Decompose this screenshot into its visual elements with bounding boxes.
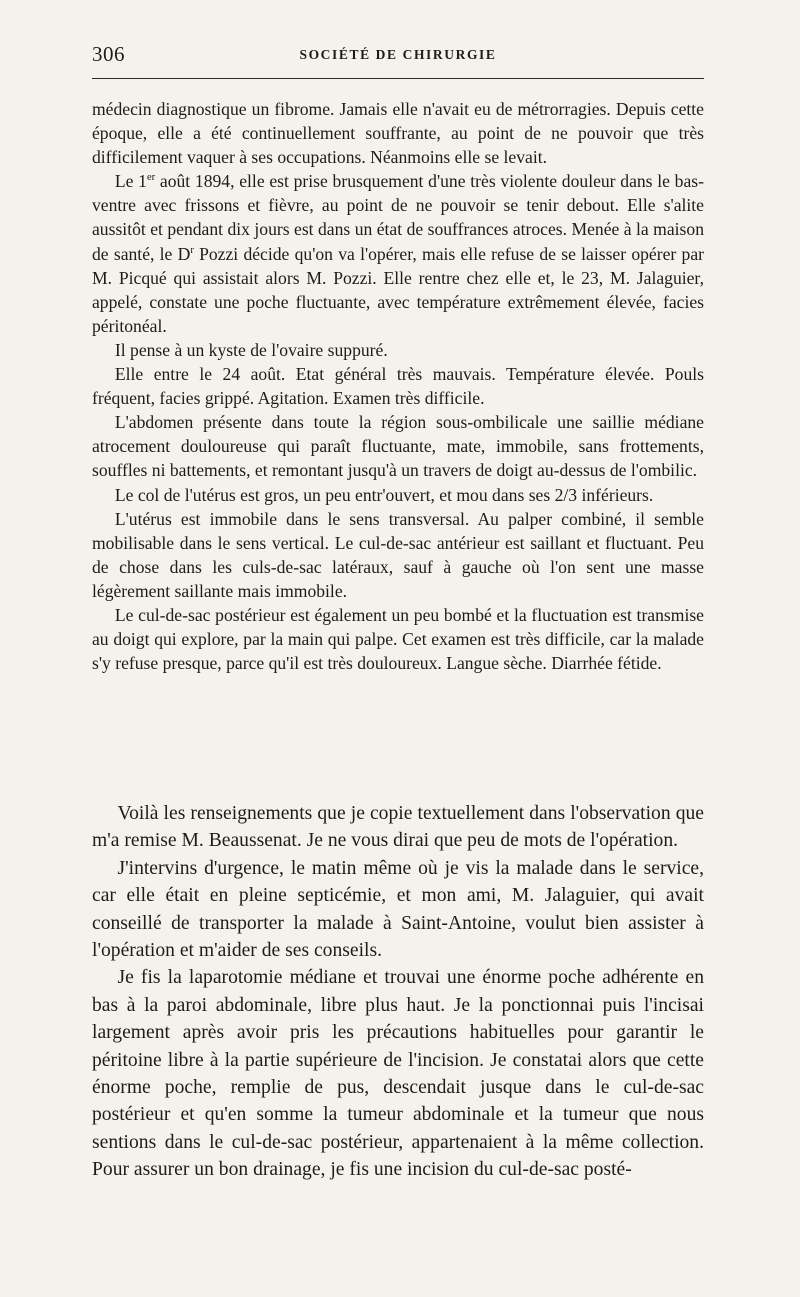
date-text: Le 1	[114, 171, 147, 192]
superscript-r: r	[190, 244, 194, 256]
header-rule	[92, 78, 704, 79]
main-paragraph-1: Voilà les renseignements que je copie textuellement dans l'observation que m'a remise M. Beaussenat. Je ne vous dirai que peu de mots de l'opération.	[92, 803, 704, 852]
observation-paragraph-2	[92, 169, 704, 338]
superscript-er: er	[146, 172, 156, 184]
observation-paragraph-3: Il pense à un kyste de l'ovaire suppuré.	[114, 339, 388, 360]
main-text-block	[92, 800, 704, 1184]
main-paragraph-3: Je fis la laparotomie médiane et trouvai une énorme poche adhérente en bas à la paroi abdominale, libre plus haut. Je la ponctionnai puis l'incisai largement après avoir pris les précautions habituelles pour garantir le péritoine libre à la partie supérieure de l'incision. Je constatai alors que cette énorme poche, remplie de pus, descendait jusque dans le cul-de-sac postérieur et qu'en somme la tumeur abdominale et la tumeur que nous sentions dans le cul-de-sac postérieur, appartenaient à la même collection. Pour assurer un bon drainage, je fis une incision du cul-de-sac posté-	[92, 967, 704, 1181]
main-paragraph-2: J'intervins d'urgence, le matin même où je vis la malade dans le service, car elle était en pleine septicémie, et mon ami, M. Jalaguier, qui avait conseillé de transporter la malade à Saint-Antoine, voulut bien assister à l'opération et m'aider de ses conseils.	[92, 857, 704, 962]
page-header	[92, 42, 704, 70]
observation-paragraph-5: L'abdomen présente dans toute la région sous-ombilicale une saillie médiane atrocement douloureuse qui paraît fluctuante, mate, immobile, sans frottements, souffles ni battements, et remontant jusqu'à un travers de doigt au-dessus de l'ombilic.	[92, 412, 704, 481]
observation-paragraph-4: Elle entre le 24 août. Etat général très mauvais. Température élevée. Pouls fréquent, facies grippé. Agitation. Examen très difficile.	[92, 364, 704, 409]
observation-paragraph-8: Le cul-de-sac postérieur est également un peu bombé et la fluctuation est transmise au doigt qui explore, par la main qui palpe. Cet examen est très difficile, car la malade s'y refuse presque, parce qu'il est très douloureux. Langue sèche. Diarrhée fétide.	[92, 604, 704, 674]
page-number: 306	[92, 42, 125, 66]
observation-paragraph-1: médecin diagnostique un fibrome. Jamais elle n'avait eu de métrorragies. Depuis cette époque, elle a été continuellement souffrante, au point de ne pouvoir que très difficilement vaquer à ses occupations. Néanmoins elle se levait.	[92, 99, 704, 168]
observation-paragraph-6: Le col de l'utérus est gros, un peu entr'ouvert, et mou dans ses 2/3 inférieurs.	[114, 484, 654, 505]
onset-text: août 1894, elle est prise brusquement d'une très violente douleur dans le bas-ventre avec frissons et fièvre, au point de ne pouvoir se tenir debout. Elle s'alite aussitôt et pendant dix jours est dans un état de souffrances atroces. Menée à la maison de santé, le D	[92, 171, 704, 264]
running-title: SOCIÉTÉ DE CHIRURGIE	[299, 47, 497, 62]
observation-paragraph-7: L'utérus est immobile dans le sens transversal. Au palper combiné, il semble mobilisable dans le sens vertical. Le cul-de-sac antérieur est saillant et fluctuant. Peu de chose dans les culs-de-sac latéraux, sauf à gauche où l'on sent une masse légèrement saillante mais immobile.	[92, 508, 704, 601]
pozzi-text: Pozzi décide qu'on va l'opérer, mais elle refuse de se laisser opérer par M. Picqué qui assistait alors M. Pozzi. Elle rentre chez elle et, le 23, M. Jalaguier, appelé, constate une poche fluctuante, avec température extrêmement élevée, facies péritonéal.	[92, 243, 704, 336]
observation-block	[92, 97, 704, 675]
